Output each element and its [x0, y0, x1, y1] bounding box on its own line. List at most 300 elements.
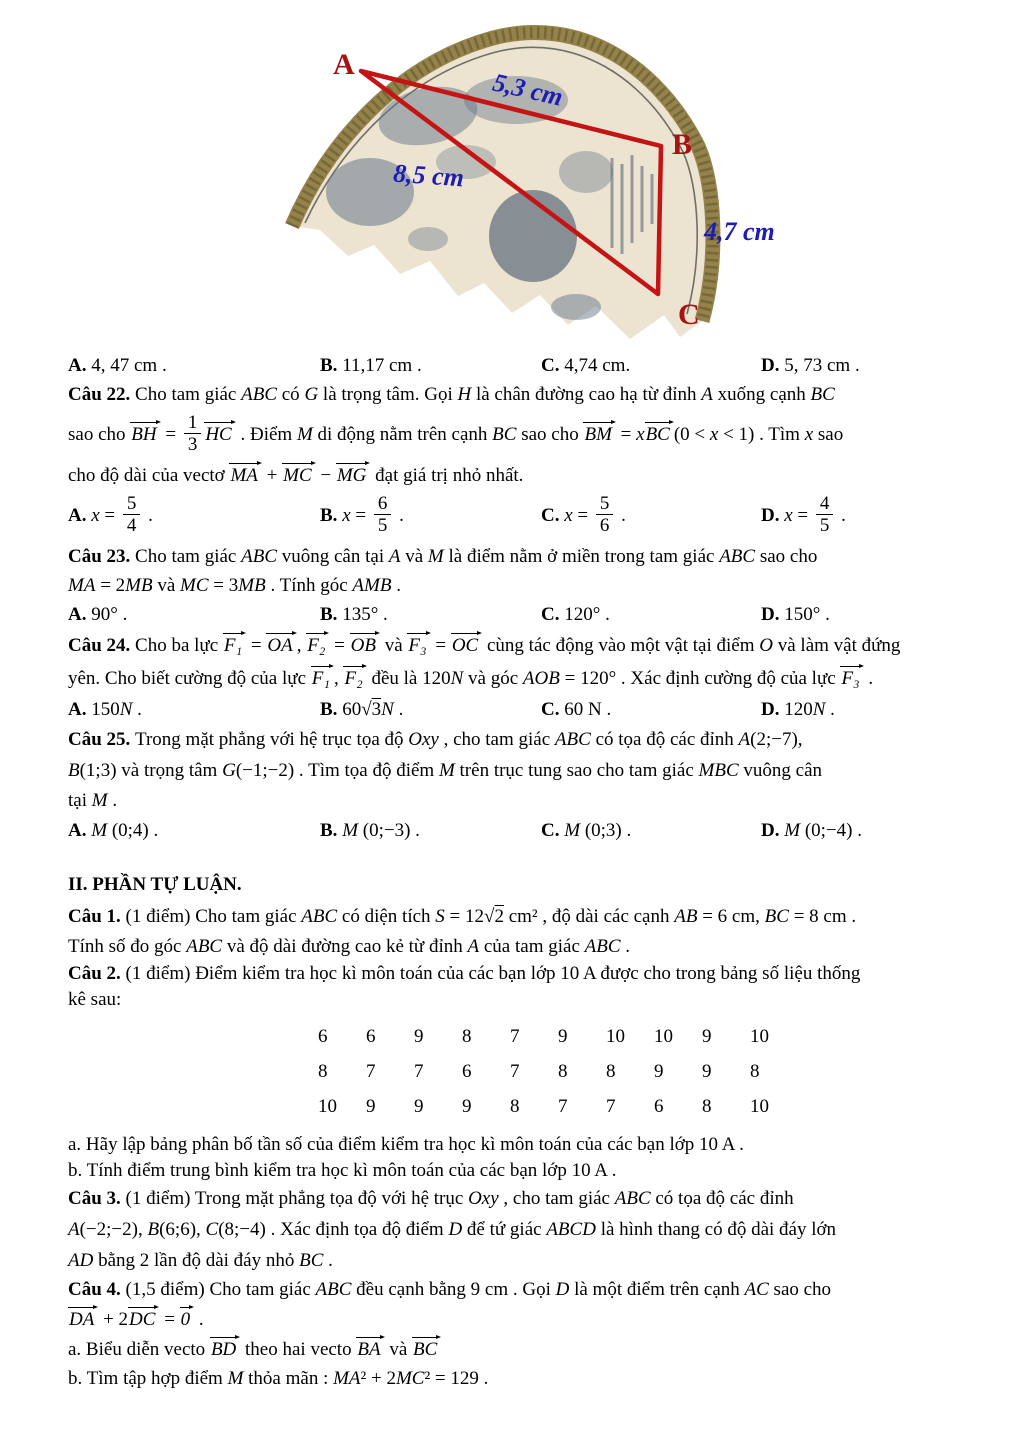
- text-segment: 90° .: [91, 604, 128, 625]
- text-segment: MB: [238, 575, 266, 596]
- text-segment: AD: [68, 1250, 94, 1271]
- q25-option-b: [320, 815, 541, 846]
- text-segment: Oxy: [408, 729, 439, 750]
- q23-options-row: [68, 600, 968, 629]
- text-segment: ABC: [315, 1279, 352, 1300]
- vector-term: BD: [210, 1336, 240, 1360]
- c2-sub-b: [68, 1158, 968, 1184]
- text-segment: b. Tìm tập hợp điểm: [68, 1368, 228, 1389]
- text-segment: (0;−3) .: [358, 820, 420, 841]
- fraction: $\frac{5}{4}$: [123, 493, 141, 537]
- text-segment: đạt giá trị nhỏ nhất.: [370, 465, 524, 486]
- text-segment: = 12: [444, 906, 485, 927]
- text-segment: 4,74 cm.: [564, 355, 631, 376]
- text-segment: 135° .: [342, 604, 388, 625]
- score-cell: 7: [414, 1060, 424, 1082]
- text-segment: 120: [784, 699, 813, 720]
- text-segment: (0 <: [673, 424, 710, 445]
- text-segment: M: [438, 760, 455, 781]
- text-segment: và góc: [463, 668, 523, 689]
- score-row: [318, 1054, 968, 1089]
- text-segment: G: [304, 384, 319, 405]
- text-segment: =: [160, 424, 181, 445]
- text-segment: (1 điểm) Cho tam giác: [125, 906, 302, 927]
- text-segment: A.: [68, 355, 92, 376]
- score-cell: 9: [654, 1060, 664, 1082]
- score-cell: 8: [318, 1060, 328, 1082]
- text-segment: A: [68, 1219, 80, 1240]
- vector-term: MA: [229, 462, 261, 486]
- fraction: $\frac{1}{3}$: [184, 412, 202, 456]
- score-cell: 7: [510, 1060, 520, 1082]
- text-segment: 150: [91, 699, 120, 720]
- text-segment: , cho tam giác: [498, 1188, 615, 1209]
- q24-option-c: [541, 695, 761, 724]
- text-segment: x: [709, 424, 719, 445]
- text-segment: M: [784, 820, 801, 841]
- text-segment: và độ dài đường cao kẻ từ đỉnh: [222, 936, 468, 957]
- text-segment: Trong mặt phẳng với hệ trục tọa độ: [135, 729, 409, 750]
- text-segment: ² = 129 .: [424, 1368, 489, 1389]
- text-segment: của tam giác: [479, 936, 585, 957]
- text-segment: là trọng tâm. Gọi: [318, 384, 458, 405]
- text-segment: =: [615, 424, 637, 445]
- text-segment: .: [391, 575, 401, 596]
- text-segment: .: [616, 505, 626, 526]
- text-segment: Câu 3.: [68, 1188, 126, 1209]
- text-segment: M: [564, 820, 581, 841]
- text-segment: N: [381, 699, 394, 720]
- text-segment: √: [484, 906, 495, 927]
- text-segment: ABC: [719, 546, 756, 567]
- text-segment: có diện tích: [337, 906, 436, 927]
- text-segment: √: [361, 699, 372, 720]
- text-segment: (0;−4) .: [800, 820, 862, 841]
- text-segment: Tính số đo góc: [68, 936, 187, 957]
- text-segment: N: [119, 699, 133, 720]
- vector-term: MG: [336, 462, 371, 486]
- text-segment: B.: [320, 355, 343, 376]
- q22-option-b: [320, 490, 541, 542]
- text-segment: đều cạnh bằng 9 cm . Gọi: [351, 1279, 556, 1300]
- text-segment: đều là 120: [366, 668, 451, 689]
- measure-ab-label: 5,3 cm: [490, 67, 566, 112]
- vector-term: BM: [583, 421, 615, 445]
- q23-line-1: [68, 542, 968, 571]
- text-segment: cho độ dài của vectơ: [68, 465, 230, 486]
- vertex-label-a: A: [333, 48, 355, 81]
- q24-option-a: [68, 695, 320, 724]
- text-segment: Cho tam giác: [135, 384, 242, 405]
- c3-line-1: [68, 1184, 968, 1213]
- text-segment: (−2;−2),: [79, 1219, 148, 1240]
- text-segment: .: [620, 936, 631, 957]
- measure-bc-label: 4,7 cm: [704, 217, 775, 246]
- q21-options-row: [68, 351, 968, 380]
- text-segment: (1 điểm) Điểm kiểm tra học kì môn toán của các bạn lớp 10 A được cho trong bảng số liệu thống: [125, 963, 861, 984]
- text-segment: là chân đường cao hạ từ đỉnh: [471, 384, 702, 405]
- text-segment: ² + 2: [360, 1368, 396, 1389]
- text-segment: AOB: [522, 668, 560, 689]
- text-segment: =: [159, 1309, 180, 1330]
- q21-option-a: [68, 351, 320, 380]
- text-segment: 120° .: [564, 604, 610, 625]
- text-segment: .: [393, 699, 404, 720]
- text-segment: B.: [320, 604, 343, 625]
- text-segment: . Tính góc: [265, 575, 353, 596]
- score-cell: 6: [654, 1095, 664, 1117]
- score-cell: 9: [414, 1025, 424, 1047]
- q21-option-c: [541, 351, 761, 380]
- score-row: [318, 1089, 968, 1124]
- text-segment: và: [379, 635, 408, 656]
- text-segment: (0;4) .: [107, 820, 159, 841]
- text-segment: MC: [180, 575, 209, 596]
- text-segment: A: [738, 729, 751, 750]
- text-segment: MA: [68, 575, 96, 596]
- text-segment: M: [91, 790, 108, 811]
- c1-line-2: [68, 932, 968, 961]
- text-segment: thỏa mãn :: [243, 1368, 334, 1389]
- exam-content: [0, 24, 1024, 1393]
- text-segment: −: [315, 465, 336, 486]
- q23-line-2: [68, 571, 968, 600]
- text-segment: =: [246, 635, 267, 656]
- vector-term: HC: [204, 421, 235, 445]
- text-segment: D.: [761, 820, 785, 841]
- text-segment: BC: [492, 424, 517, 445]
- text-segment: MA: [333, 1368, 361, 1389]
- text-segment: .: [107, 790, 118, 811]
- text-segment: 11,17 cm .: [342, 355, 422, 376]
- text-segment: .: [836, 505, 846, 526]
- c3-line-3: [68, 1246, 968, 1275]
- text-segment: 5, 73 cm .: [784, 355, 860, 376]
- text-segment: .: [143, 505, 153, 526]
- text-segment: có tọa độ các đỉnh: [650, 1188, 794, 1209]
- text-segment: .: [323, 1250, 333, 1271]
- text-segment: N: [450, 668, 464, 689]
- vector-term: OA: [266, 632, 296, 656]
- text-segment: S: [435, 906, 445, 927]
- text-segment: .: [194, 1309, 204, 1330]
- score-cell: 9: [366, 1095, 376, 1117]
- score-cell: 7: [606, 1095, 616, 1117]
- text-segment: D.: [761, 355, 785, 376]
- vector-term: OC: [451, 632, 482, 656]
- text-segment: kê sau:: [68, 989, 122, 1010]
- text-segment: A: [467, 936, 480, 957]
- text-segment: .: [394, 505, 404, 526]
- text-segment: A.: [68, 604, 92, 625]
- vertex-label-b: B: [672, 128, 693, 161]
- q23-option-a: [68, 600, 320, 629]
- text-segment: (−1;−2) . Tìm tọa độ điểm: [235, 760, 439, 781]
- text-segment: sao cho: [768, 1279, 832, 1300]
- score-cell: 9: [414, 1095, 424, 1117]
- text-segment: là điểm nằm ở miền trong tam giác: [443, 546, 720, 567]
- text-segment: a. Hãy lập bảng phân bố tần số của điểm kiểm tra học kì môn toán của các bạn lớp 10 A .: [68, 1134, 744, 1155]
- q22-option-c: [541, 490, 761, 542]
- vector-term: F₁: [223, 632, 246, 656]
- score-cell: 8: [702, 1095, 712, 1117]
- q25-line-3: [68, 786, 968, 815]
- vertex-label-c: C: [678, 298, 700, 331]
- score-cell: 9: [558, 1025, 568, 1047]
- text-segment: (6;6),: [159, 1219, 206, 1240]
- c2-line-1: [68, 961, 968, 987]
- text-segment: .: [825, 699, 835, 720]
- vector-term: BA: [356, 1336, 384, 1360]
- text-segment: = 3: [208, 575, 239, 596]
- text-segment: C.: [541, 820, 565, 841]
- text-segment: BC: [299, 1250, 324, 1271]
- text-segment: x: [784, 505, 793, 526]
- text-segment: (1,5 điểm) Cho tam giác: [125, 1279, 316, 1300]
- text-segment: 2: [494, 906, 504, 927]
- text-segment: 4, 47 cm .: [91, 355, 167, 376]
- text-segment: D.: [761, 604, 785, 625]
- text-segment: ABC: [241, 546, 277, 567]
- text-segment: sao cho: [68, 424, 131, 445]
- text-segment: ABC: [186, 936, 223, 957]
- text-segment: ,: [296, 635, 307, 656]
- text-segment: trên trục tung sao cho tam giác: [454, 760, 699, 781]
- text-segment: có tọa độ các đỉnh: [590, 729, 739, 750]
- text-segment: và: [400, 546, 428, 567]
- text-segment: D: [555, 1279, 570, 1300]
- text-segment: x: [636, 424, 645, 445]
- broken-plate-image: [278, 24, 798, 346]
- text-segment: M: [227, 1368, 244, 1389]
- q25-option-c: [541, 815, 761, 846]
- fraction: $\frac{4}{5}$: [816, 493, 834, 537]
- text-segment: A.: [68, 505, 92, 526]
- text-segment: ABC: [301, 906, 338, 927]
- text-segment: (1 điểm) Trong mặt phẳng tọa độ với hệ trục: [125, 1188, 469, 1209]
- text-segment: ABCD: [546, 1219, 596, 1240]
- text-segment: di động nằm trên cạnh: [312, 424, 493, 445]
- text-segment: =: [99, 505, 120, 526]
- c3-line-2: [68, 1213, 968, 1246]
- vector-term: 0: [180, 1306, 195, 1330]
- score-cell: 10: [750, 1095, 769, 1117]
- text-segment: sao cho: [755, 546, 818, 567]
- score-cell: 6: [318, 1025, 328, 1047]
- text-segment: B: [68, 760, 80, 781]
- q22-option-a: [68, 490, 320, 542]
- vector-term: F₃: [407, 632, 430, 656]
- vector-term: DC: [128, 1306, 159, 1330]
- text-segment: C.: [541, 355, 565, 376]
- q23-option-b: [320, 600, 541, 629]
- vector-term: DA: [68, 1306, 98, 1330]
- q25-options-row: [68, 815, 968, 846]
- text-segment: < 1) . Tìm: [718, 424, 805, 445]
- q21-option-d: [761, 351, 968, 380]
- score-cell: 10: [750, 1025, 769, 1047]
- text-segment: .: [863, 668, 874, 689]
- text-segment: M: [296, 424, 313, 445]
- text-segment: ABC: [241, 384, 277, 405]
- q21-option-b: [320, 351, 541, 380]
- c1-line-1: [68, 901, 968, 932]
- text-segment: A.: [68, 699, 92, 720]
- section-title: II. PHẦN TỰ LUẬN.: [68, 874, 242, 895]
- text-segment: B.: [320, 505, 343, 526]
- q23-option-c: [541, 600, 761, 629]
- measure-ac-label: 8,5 cm: [392, 158, 465, 193]
- text-segment: Cho ba lực: [135, 635, 223, 656]
- c4-sub-a: [68, 1335, 968, 1364]
- score-cell: 8: [462, 1025, 472, 1047]
- vector-term: F₃: [840, 665, 863, 689]
- text-segment: = 6 cm,: [697, 906, 765, 927]
- text-segment: D: [448, 1219, 463, 1240]
- text-segment: Câu 4.: [68, 1279, 126, 1300]
- text-segment: , cho tam giác: [438, 729, 555, 750]
- c2-line-2: [68, 987, 968, 1013]
- text-segment: (8;−4) . Xác định tọa độ điểm: [218, 1219, 449, 1240]
- score-cell: 10: [654, 1025, 673, 1047]
- score-cell: 6: [462, 1060, 472, 1082]
- vector-term: BH: [130, 421, 160, 445]
- text-segment: ABC: [584, 936, 621, 957]
- vector-term: BC: [645, 421, 674, 445]
- text-segment: Câu 23.: [68, 546, 136, 567]
- score-cell: 7: [366, 1060, 376, 1082]
- text-segment: (2;−7),: [750, 729, 803, 750]
- text-segment: H: [457, 384, 472, 405]
- fraction: $\frac{6}{5}$: [374, 493, 392, 537]
- text-segment: sao cho: [516, 424, 584, 445]
- text-segment: M: [342, 820, 359, 841]
- text-segment: để tứ giác: [462, 1219, 547, 1240]
- q24-line-1: [68, 629, 968, 662]
- text-segment: yên. Cho biết cường độ của lực: [68, 668, 311, 689]
- score-cell: 7: [510, 1025, 520, 1047]
- text-segment: x: [804, 424, 814, 445]
- text-segment: Oxy: [468, 1188, 499, 1209]
- text-segment: 3: [371, 699, 382, 720]
- score-table: [318, 1019, 968, 1124]
- text-segment: B.: [320, 820, 343, 841]
- score-row: [318, 1019, 968, 1054]
- text-segment: G: [222, 760, 236, 781]
- text-segment: có: [277, 384, 305, 405]
- text-segment: theo hai vecto: [240, 1339, 357, 1360]
- score-cell: 9: [702, 1060, 712, 1082]
- score-cell: 9: [702, 1025, 712, 1047]
- text-segment: AMB: [352, 575, 392, 596]
- text-segment: b. Tính điểm trung bình kiểm tra học kì môn toán của các bạn lớp 10 A .: [68, 1160, 617, 1181]
- q24-options-row: [68, 695, 968, 724]
- text-segment: a. Biểu diễn vecto: [68, 1339, 210, 1360]
- text-segment: C.: [541, 505, 565, 526]
- text-segment: M: [427, 546, 444, 567]
- score-cell: 10: [606, 1025, 625, 1047]
- text-segment: A: [701, 384, 713, 405]
- text-segment: Câu 2.: [68, 963, 126, 984]
- score-cell: 7: [558, 1095, 568, 1117]
- text-segment: C.: [541, 604, 565, 625]
- text-segment: cm² , độ dài các cạnh: [503, 906, 675, 927]
- text-segment: = 2: [95, 575, 126, 596]
- q22-line-3: [68, 461, 968, 490]
- text-segment: là một điểm trên cạnh: [569, 1279, 745, 1300]
- text-segment: cùng tác động vào một vật tại điểm: [482, 635, 760, 656]
- c4-sub-b: [68, 1364, 968, 1393]
- text-segment: A.: [68, 820, 92, 841]
- text-segment: =: [792, 505, 813, 526]
- text-segment: C: [205, 1219, 219, 1240]
- vector-term: BC: [412, 1336, 441, 1360]
- text-segment: D.: [761, 505, 785, 526]
- text-segment: A: [388, 546, 401, 567]
- q25-option-d: [761, 815, 968, 846]
- text-segment: x: [342, 505, 351, 526]
- text-segment: x: [564, 505, 573, 526]
- q25-line-1: [68, 724, 968, 755]
- q24-option-b: [320, 695, 541, 724]
- q25-line-2: [68, 755, 968, 786]
- text-segment: vuông cân: [738, 760, 823, 781]
- q22-line-2: [68, 409, 968, 461]
- q23-option-d: [761, 600, 968, 629]
- text-segment: ABC: [614, 1188, 651, 1209]
- q22-line-1: [68, 380, 968, 409]
- text-segment: sao: [813, 424, 844, 445]
- c4-line-2: [68, 1304, 968, 1335]
- text-segment: =: [430, 635, 451, 656]
- text-segment: .: [132, 699, 142, 720]
- text-segment: O: [759, 635, 773, 656]
- q25-option-a: [68, 815, 320, 846]
- vector-term: OB: [350, 632, 380, 656]
- text-segment: x: [91, 505, 100, 526]
- q24-option-d: [761, 695, 968, 724]
- text-segment: vuông cân tại: [277, 546, 389, 567]
- text-segment: D.: [761, 699, 785, 720]
- text-segment: Câu 22.: [68, 384, 136, 405]
- vector-term: F₁: [311, 665, 334, 689]
- score-cell: 8: [606, 1060, 616, 1082]
- text-segment: là hình thang có độ dài đáy lớn: [595, 1219, 837, 1240]
- q24-line-2: [68, 662, 968, 695]
- text-segment: và: [384, 1339, 412, 1360]
- vector-term: F₂: [306, 632, 329, 656]
- text-segment: xuống cạnh: [712, 384, 811, 405]
- c2-sub-a: [68, 1132, 968, 1158]
- text-segment: AC: [744, 1279, 769, 1300]
- text-segment: + 2: [98, 1309, 129, 1330]
- score-cell: 9: [462, 1095, 472, 1117]
- score-cell: 8: [510, 1095, 520, 1117]
- text-segment: và: [152, 575, 181, 596]
- text-segment: bằng 2 lần độ dài đáy nhỏ: [93, 1250, 300, 1271]
- text-segment: C.: [541, 699, 565, 720]
- text-segment: 60: [342, 699, 362, 720]
- text-segment: BC: [810, 384, 835, 405]
- text-segment: B: [147, 1219, 160, 1240]
- text-segment: MBC: [698, 760, 739, 781]
- text-segment: 60 N .: [564, 699, 612, 720]
- c4-line-1: [68, 1275, 968, 1304]
- text-segment: Câu 1.: [68, 906, 126, 927]
- score-cell: 8: [558, 1060, 568, 1082]
- q22-option-d: [761, 490, 968, 542]
- text-segment: (0;3) .: [580, 820, 632, 841]
